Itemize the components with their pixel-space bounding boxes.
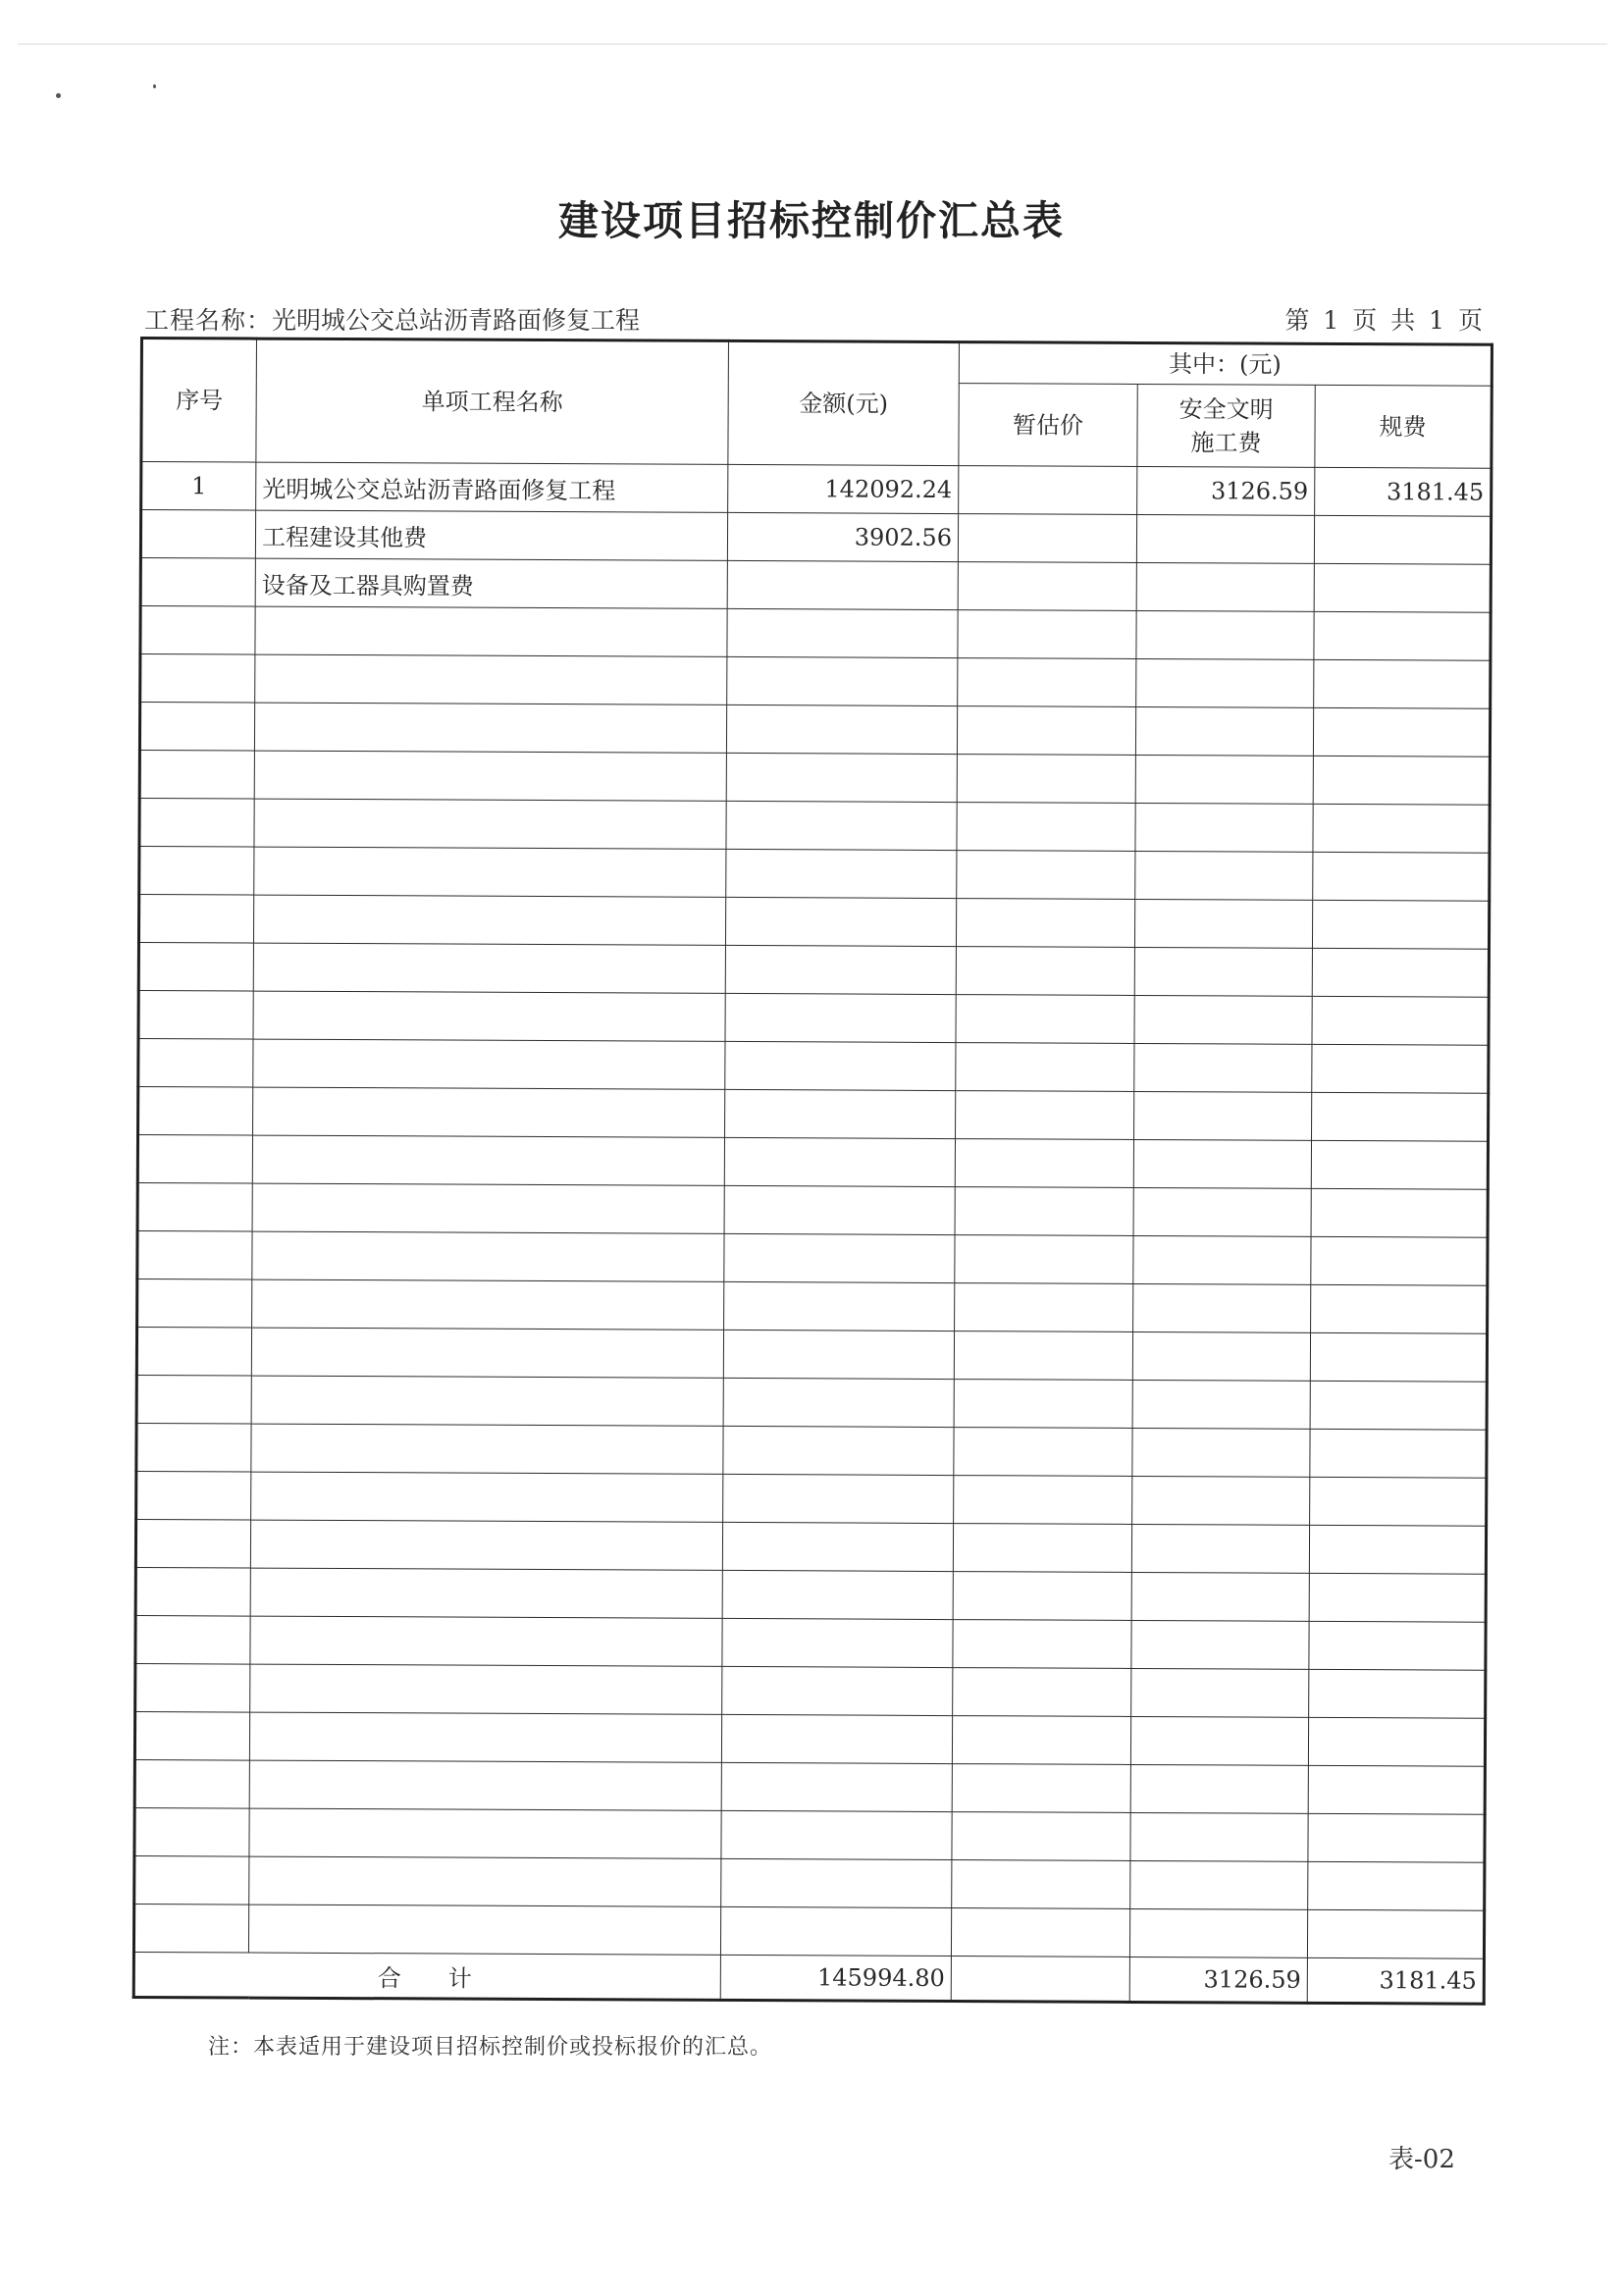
cell-amount: 3902.56: [727, 512, 958, 561]
cell-blank: [251, 1472, 723, 1522]
cell-blank: [1308, 1765, 1485, 1814]
cell-blank: [724, 1281, 955, 1331]
scan-speck: [56, 93, 61, 98]
cell-blank: [1136, 658, 1314, 707]
table-row-blank: [138, 990, 1489, 1045]
cell-safety: [1136, 562, 1314, 611]
cell-blank: [138, 1038, 253, 1087]
cell-blank: [1309, 1621, 1486, 1670]
page-title: 建设项目招标控制价汇总表: [558, 197, 1065, 244]
cell-safety: [1136, 514, 1314, 563]
cell-blank: [955, 1187, 1133, 1236]
cell-fees: [1314, 563, 1491, 612]
cell-blank: [134, 1855, 249, 1905]
table-row-blank: [135, 1519, 1486, 1574]
table-body: [133, 462, 1491, 1959]
cell-blank: [724, 1137, 955, 1186]
cell-blank: [955, 1139, 1133, 1188]
cell-blank: [140, 606, 255, 655]
table-row-blank: [135, 1567, 1486, 1622]
table-row-blank: [139, 847, 1490, 902]
header-name: 单项工程名称: [256, 339, 729, 464]
cell-blank: [133, 1904, 248, 1953]
cell-blank: [1131, 1524, 1309, 1573]
cell-blank: [254, 751, 726, 801]
cell-blank: [255, 606, 727, 656]
cell-blank: [135, 1615, 250, 1664]
cell-amount: [727, 560, 958, 609]
cell-blank: [1132, 1380, 1310, 1429]
table-row-blank: [134, 1807, 1485, 1862]
cell-blank: [727, 608, 958, 657]
cell-blank: [722, 1618, 953, 1667]
cell-blank: [1311, 1284, 1488, 1333]
cell-blank: [254, 799, 726, 849]
cell-blank: [725, 897, 956, 946]
cell-blank: [955, 1235, 1133, 1284]
cell-blank: [1309, 1669, 1486, 1718]
project-line: [144, 301, 640, 337]
cell-blank: [252, 1279, 724, 1330]
cell-blank: [1312, 900, 1489, 949]
cell-blank: [1310, 1429, 1487, 1478]
table-row-blank: [136, 1423, 1487, 1478]
cell-blank: [138, 895, 253, 944]
cell-blank: [253, 943, 725, 993]
summary-table: [132, 337, 1493, 2006]
cell-blank: [1132, 1476, 1310, 1525]
scan-edge-line: [18, 43, 1607, 45]
cell-blank: [1312, 996, 1489, 1045]
table-row: [141, 462, 1492, 517]
cell-blank: [1313, 804, 1490, 853]
cell-blank: [721, 1810, 952, 1859]
cell-blank: [1313, 707, 1490, 757]
cell-blank: [1132, 1331, 1310, 1381]
cell-blank: [1132, 1428, 1310, 1477]
cell-blank: [1312, 1044, 1489, 1093]
cell-blank: [251, 1424, 723, 1474]
total-label: 合 计: [133, 1952, 720, 2000]
cell-blank: [1308, 1813, 1485, 1862]
cell-blank: [953, 1620, 1131, 1669]
table-row-blank: [139, 751, 1490, 806]
table-row: [140, 558, 1491, 613]
cell-blank: [1131, 1620, 1309, 1669]
cell-blank: [955, 1283, 1133, 1332]
cell-safety: 3126.59: [1137, 466, 1315, 515]
cell-blank: [956, 899, 1134, 948]
cell-blank: [1312, 948, 1489, 997]
cell-blank: [137, 1278, 252, 1328]
cell-blank: [140, 654, 255, 704]
cell-blank: [139, 799, 254, 848]
table-row-blank: [140, 654, 1491, 709]
cell-name: 光明城公交总站沥青路面修复工程: [256, 462, 728, 512]
total-provisional: [951, 1957, 1129, 2003]
cell-blank: [250, 1664, 722, 1714]
cell-blank: [721, 1762, 952, 1811]
table-row-blank: [136, 1375, 1487, 1430]
cell-blank: [956, 1091, 1134, 1140]
cell-blank: [1310, 1477, 1487, 1526]
cell-blank: [954, 1476, 1132, 1525]
header-safety: 安全文明施工费: [1137, 384, 1315, 467]
cell-blank: [1134, 1043, 1312, 1092]
cell-blank: [952, 1860, 1130, 1909]
cell-blank: [1129, 1908, 1307, 1957]
cell-blank: [954, 1428, 1132, 1477]
cell-blank: [138, 942, 253, 991]
cell-blank: [249, 1760, 721, 1810]
cell-blank: [1134, 995, 1312, 1044]
cell-blank: [254, 703, 726, 753]
cell-blank: [1135, 803, 1313, 852]
table-row-blank: [134, 1759, 1485, 1814]
cell-blank: [726, 753, 957, 802]
cell-name: 设备及工器具购置费: [255, 558, 727, 608]
cell-blank: [1130, 1860, 1308, 1909]
table-row-blank: [133, 1904, 1484, 1958]
scan-speck: [153, 84, 156, 88]
total-row: [133, 1952, 1484, 2004]
cell-blank: [724, 1233, 955, 1282]
cell-blank: [954, 1380, 1132, 1429]
cell-blank: [253, 1039, 725, 1089]
cell-seq: 1: [141, 462, 256, 511]
table-row-blank: [134, 1855, 1485, 1910]
cell-blank: [958, 610, 1136, 659]
cell-blank: [1133, 1139, 1311, 1188]
cell-provisional: [958, 514, 1136, 563]
table-row-blank: [136, 1327, 1487, 1382]
cell-blank: [1309, 1525, 1486, 1574]
cell-blank: [1135, 755, 1313, 804]
cell-blank: [137, 1230, 252, 1279]
cell-provisional: [959, 466, 1137, 515]
cell-blank: [1133, 1187, 1311, 1236]
table-row-blank: [138, 1038, 1489, 1093]
cell-blank: [134, 1759, 249, 1808]
cell-blank: [720, 1906, 951, 1956]
table-row-blank: [138, 895, 1489, 950]
cell-blank: [253, 895, 725, 945]
table-row-blank: [137, 1230, 1488, 1285]
cell-blank: [1307, 1909, 1484, 1958]
cell-blank: [252, 1135, 724, 1185]
cell-blank: [952, 1764, 1130, 1813]
table-row-blank: [140, 606, 1491, 661]
cell-blank: [139, 751, 254, 800]
cell-blank: [957, 755, 1135, 804]
table-row-blank: [137, 1134, 1488, 1189]
total-amount: 145994.80: [720, 1955, 951, 2001]
cell-blank: [723, 1378, 954, 1427]
cell-blank: [726, 704, 957, 754]
cell-blank: [1311, 1140, 1488, 1189]
cell-blank: [253, 991, 725, 1041]
cell-blank: [136, 1375, 251, 1424]
cell-blank: [1134, 899, 1312, 948]
cell-blank: [723, 1330, 954, 1379]
cell-amount: 142092.24: [728, 464, 959, 513]
cell-blank: [726, 849, 957, 898]
cell-blank: [249, 1808, 721, 1858]
header-group: 其中：(元): [959, 342, 1492, 387]
header-seq: 序号: [141, 339, 257, 463]
cell-blank: [956, 995, 1134, 1044]
header-amount: 金额(元): [728, 340, 960, 465]
cell-blank: [252, 1183, 724, 1233]
cell-blank: [1134, 1091, 1312, 1140]
cell-blank: [1313, 852, 1490, 901]
cell-blank: [1130, 1764, 1308, 1813]
cell-blank: [1308, 1861, 1485, 1910]
cell-blank: [1131, 1668, 1309, 1717]
cell-blank: [953, 1668, 1131, 1717]
cell-blank: [721, 1714, 952, 1763]
cell-blank: [1135, 706, 1313, 756]
cell-blank: [727, 656, 958, 705]
cell-blank: [1314, 611, 1491, 660]
cell-blank: [1130, 1716, 1308, 1765]
cell-blank: [1131, 1572, 1309, 1621]
cell-blank: [725, 993, 956, 1042]
cell-blank: [1133, 1283, 1311, 1332]
cell-blank: [250, 1520, 722, 1570]
table-row-blank: [135, 1615, 1486, 1670]
cell-blank: [138, 990, 253, 1039]
table-row-blank: [137, 1278, 1488, 1333]
cell-blank: [1136, 610, 1314, 659]
cell-blank: [134, 1807, 249, 1856]
cell-blank: [722, 1522, 953, 1571]
cell-fees: [1314, 515, 1491, 564]
cell-blank: [958, 658, 1136, 707]
cell-blank: [951, 1908, 1129, 1957]
cell-blank: [725, 1089, 956, 1138]
header-fees: 规费: [1315, 385, 1492, 468]
cell-blank: [134, 1711, 249, 1760]
cell-blank: [726, 801, 957, 850]
cell-blank: [953, 1572, 1131, 1621]
cell-blank: [953, 1524, 1131, 1573]
cell-blank: [250, 1568, 722, 1618]
cell-provisional: [958, 562, 1136, 611]
cell-blank: [723, 1426, 954, 1475]
cell-blank: [725, 945, 956, 994]
cell-blank: [255, 654, 727, 704]
form-code: 表-02: [1388, 2145, 1455, 2174]
cell-blank: [248, 1905, 720, 1955]
cell-blank: [136, 1423, 251, 1472]
cell-blank: [1310, 1332, 1487, 1382]
table-row-blank: [134, 1711, 1485, 1766]
cell-blank: [251, 1328, 723, 1378]
cell-blank: [139, 703, 254, 752]
cell-blank: [722, 1570, 953, 1619]
table-row-blank: [139, 799, 1490, 854]
page-info: 第 1 页 共 1 页: [1284, 306, 1486, 335]
cell-blank: [1133, 1235, 1311, 1284]
project-name: 光明城公交总站沥青路面修复工程: [272, 306, 641, 335]
cell-blank: [250, 1616, 722, 1666]
cell-blank: [1311, 1188, 1488, 1237]
cell-blank: [135, 1519, 250, 1568]
footnote: 注：本表适用于建设项目招标控制价或投标报价的汇总。: [208, 2035, 773, 2060]
cell-blank: [1135, 851, 1313, 900]
table-row-blank: [135, 1663, 1486, 1718]
cell-blank: [252, 1231, 724, 1281]
cell-fees: 3181.45: [1315, 467, 1492, 516]
cell-blank: [956, 947, 1134, 996]
table-row-blank: [138, 1086, 1489, 1141]
cell-blank: [1312, 1092, 1489, 1141]
cell-blank: [723, 1474, 954, 1523]
cell-blank: [253, 1087, 725, 1137]
cell-blank: [957, 803, 1135, 852]
cell-seq: [140, 510, 255, 559]
cell-seq: [140, 558, 255, 607]
cell-blank: [1309, 1573, 1486, 1622]
cell-blank: [137, 1182, 252, 1231]
cell-blank: [1313, 756, 1490, 805]
summary-table-wrap: [132, 337, 1493, 2006]
total-safety: 3126.59: [1129, 1957, 1307, 2003]
cell-blank: [1130, 1812, 1308, 1861]
cell-blank: [138, 1086, 253, 1135]
cell-blank: [249, 1712, 721, 1762]
cell-blank: [1314, 659, 1491, 708]
cell-blank: [721, 1858, 952, 1907]
cell-blank: [139, 847, 254, 896]
cell-blank: [135, 1663, 250, 1712]
cell-blank: [957, 706, 1135, 756]
cell-blank: [1311, 1236, 1488, 1285]
table-row: [140, 510, 1491, 565]
cell-blank: [722, 1666, 953, 1715]
cell-name: 工程建设其他费: [255, 510, 727, 560]
cell-blank: [724, 1185, 955, 1234]
cell-blank: [136, 1471, 251, 1520]
total-fees: 3181.45: [1307, 1957, 1484, 2004]
header-provisional: 暂估价: [959, 384, 1137, 467]
cell-blank: [725, 1041, 956, 1090]
cell-blank: [136, 1327, 251, 1376]
table-row-blank: [138, 942, 1489, 997]
cell-blank: [249, 1856, 721, 1906]
cell-blank: [1134, 947, 1312, 996]
cell-blank: [135, 1567, 250, 1616]
table-row-blank: [137, 1182, 1488, 1237]
table-row-blank: [136, 1471, 1487, 1526]
cell-blank: [956, 1043, 1134, 1092]
cell-blank: [137, 1134, 252, 1183]
cell-blank: [952, 1812, 1130, 1861]
cell-blank: [254, 847, 726, 897]
table-row-blank: [139, 703, 1490, 757]
cell-blank: [1310, 1381, 1487, 1430]
cell-blank: [952, 1716, 1130, 1765]
cell-blank: [251, 1376, 723, 1426]
project-label: 工程名称：: [144, 306, 273, 335]
cell-blank: [957, 851, 1135, 900]
cell-blank: [954, 1331, 1132, 1381]
cell-blank: [1308, 1717, 1485, 1766]
